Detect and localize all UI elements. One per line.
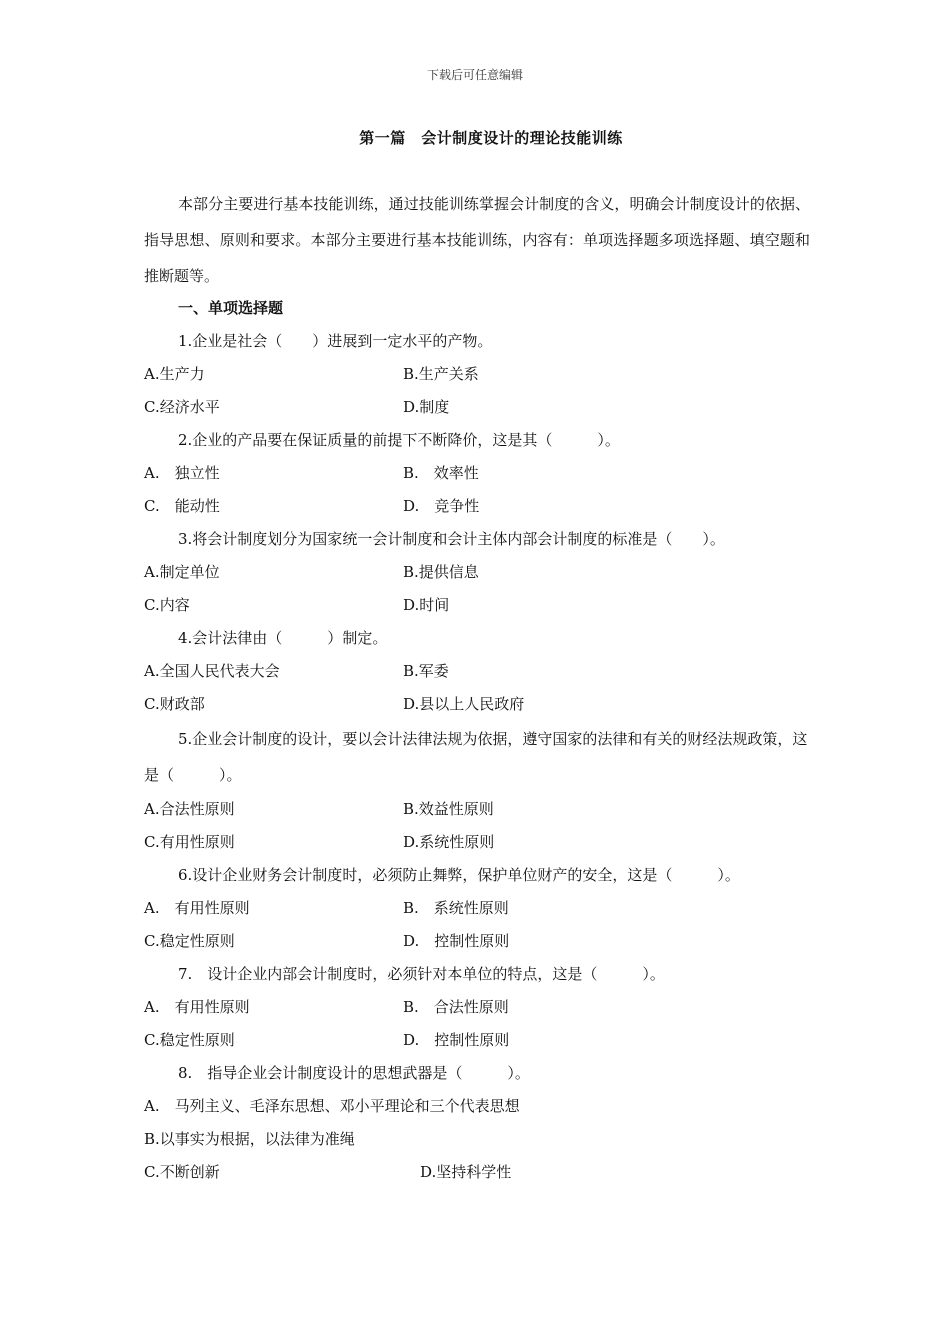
option-d: D. 竞争性 [403, 497, 480, 515]
options-row [144, 589, 810, 622]
option-c: C.内容 [144, 596, 190, 614]
question-stem: 8. 指导企业会计制度设计的思想武器是（ ）。 [178, 1064, 530, 1082]
option-a: A. 有用性原则 [144, 998, 250, 1016]
option-b: B.军委 [403, 662, 449, 680]
option-c: C.稳定性原则 [144, 1031, 235, 1049]
section-heading: 一、单项选择题 [178, 299, 284, 317]
question-stem: 2.企业的产品要在保证质量的前提下不断降价，这是其（ ）。 [178, 431, 620, 449]
options-row [144, 793, 810, 826]
option-a: A. 独立性 [144, 464, 220, 482]
question-stem: 5.企业会计制度的设计，要以会计法律法规为依据，遵守国家的法律和有关的财经法规政策，这是（ ）。 [144, 730, 808, 784]
option-d: D.县以上人民政府 [403, 695, 525, 713]
options-row [144, 1156, 810, 1189]
option-d: D.坚持科学性 [420, 1163, 512, 1181]
question-stem: 7. 设计企业内部会计制度时，必须针对本单位的特点，这是（ ）。 [178, 965, 665, 983]
options-row [144, 688, 810, 721]
option-d: D.系统性原则 [403, 833, 495, 851]
document-body [144, 186, 810, 1189]
option-a: A.合法性原则 [144, 800, 235, 818]
options-row [144, 991, 810, 1024]
options-row [144, 358, 810, 391]
option-a: A. 马列主义、毛泽东思想、邓小平理论和三个代表思想 [144, 1097, 520, 1115]
options-row [144, 892, 810, 925]
option-b: B.以事实为根据，以法律为准绳 [144, 1130, 355, 1148]
option-b: B.生产关系 [403, 365, 479, 383]
option-b: B. 效率性 [403, 464, 479, 482]
options-row [144, 655, 810, 688]
option-b: B.效益性原则 [403, 800, 494, 818]
options-row [144, 391, 810, 424]
option-b: B. 系统性原则 [403, 899, 509, 917]
page-header: 下载后可任意编辑 [426, 68, 523, 82]
option-c: C.不断创新 [144, 1163, 220, 1181]
options-row [144, 490, 810, 523]
question-stem: 3.将会计制度划分为国家统一会计制度和会计主体内部会计制度的标准是（ ）。 [178, 530, 725, 548]
option-b: B. 合法性原则 [403, 998, 509, 1016]
option-a: A.全国人民代表大会 [144, 662, 280, 680]
option-d: D.时间 [403, 596, 450, 614]
options-row [144, 925, 810, 958]
options-row [144, 1024, 810, 1057]
question-stem: 1.企业是社会（ ）进展到一定水平的产物。 [178, 332, 493, 350]
options-row [144, 457, 810, 490]
option-a: A. 有用性原则 [144, 899, 250, 917]
options-row [144, 826, 810, 859]
options-row [144, 556, 810, 589]
option-b: B.提供信息 [403, 563, 479, 581]
option-c: C. 能动性 [144, 497, 220, 515]
chapter-title: 第一篇 会计制度设计的理论技能训练 [359, 129, 623, 147]
question-stem: 4.会计法律由（ ）制定。 [178, 629, 388, 647]
intro-paragraph: 本部分主要进行基本技能训练，通过技能训练掌握会计制度的含义，明确会计制度设计的依据、指导思想、原则和要求。本部分主要进行基本技能训练，内容有：单项选择题多项选择题、填空题和推断题等。 [144, 195, 810, 285]
option-c: C.经济水平 [144, 398, 220, 416]
option-d: D. 控制性原则 [403, 932, 510, 950]
option-c: C.财政部 [144, 695, 205, 713]
option-d: D. 控制性原则 [403, 1031, 510, 1049]
option-a: A.生产力 [144, 365, 205, 383]
option-c: C.稳定性原则 [144, 932, 235, 950]
option-d: D.制度 [403, 398, 450, 416]
option-c: C.有用性原则 [144, 833, 235, 851]
question-stem: 6.设计企业财务会计制度时，必须防止舞弊，保护单位财产的安全，这是（ ）。 [178, 866, 740, 884]
option-a: A.制定单位 [144, 563, 220, 581]
